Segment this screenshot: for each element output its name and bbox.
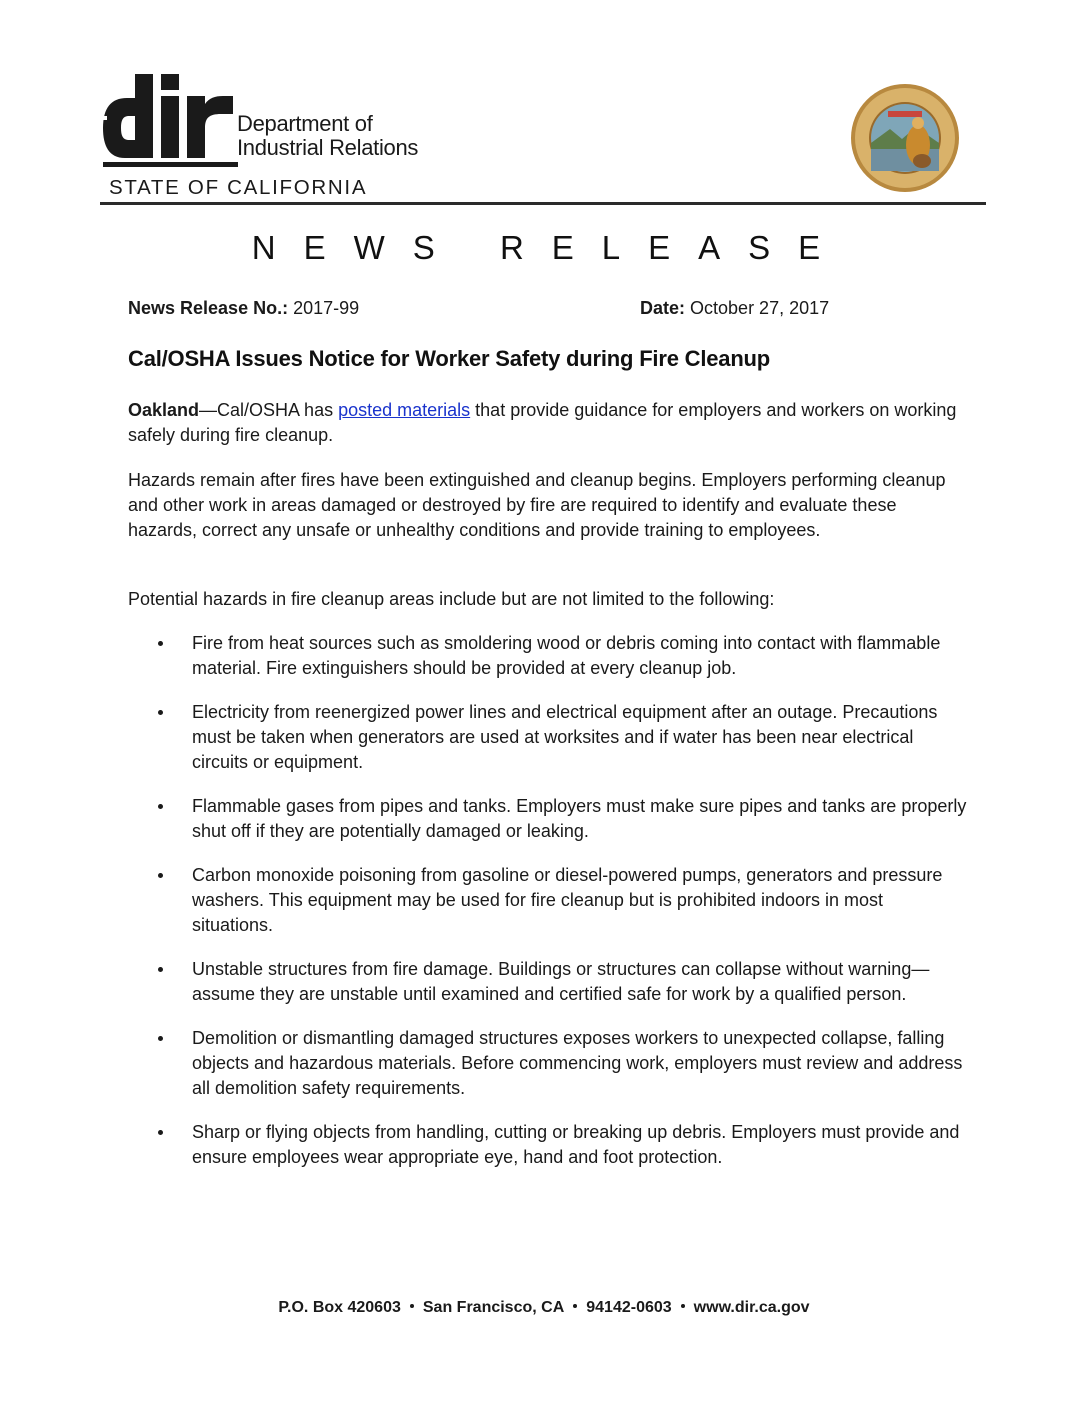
headline: Cal/OSHA Issues Notice for Worker Safety during Fire Cleanup	[128, 346, 771, 371]
paragraph-list-intro: Potential hazards in fire cleanup areas include but are not limited to the following:	[128, 589, 775, 609]
list-item-text: Sharp or flying objects from handling, cutting or breaking up debris. Employers must provide and ensure employees wear appropriate eye, hand and foot protection.	[192, 1122, 960, 1167]
list-item	[128, 1026, 968, 1101]
posted-materials-link[interactable]: posted materials	[338, 400, 471, 420]
list-item	[128, 631, 968, 681]
release-number-value: 2017-99	[293, 298, 360, 318]
california-state-seal-icon	[850, 83, 960, 193]
list-item	[128, 1120, 968, 1170]
list-item-text: Fire from heat sources such as smoldering wood or debris coming into contact with flammable material. Fire extinguishers should be provided at every cleanup job.	[192, 633, 941, 678]
list-item-text: Demolition or dismantling damaged structures exposes workers to unexpected collapse, falling objects and hazardous materials. Before commencing work, employers must review and address all demolition safety requirements.	[192, 1028, 963, 1098]
footer-city: San Francisco, CA	[422, 1299, 565, 1316]
logo-state-text: STATE OF CALIFORNIA	[109, 176, 368, 199]
logo-dept-line1: Department of	[237, 111, 373, 136]
bullet-icon	[158, 873, 163, 878]
list-item-text: Electricity from reenergized power lines and electrical equipment after an outage. Precautions must be taken when generators are used at worksites and if water has been near electrical circuits or equipment.	[192, 702, 938, 772]
release-date-value: October 27, 2017	[690, 298, 830, 318]
logo-department-name	[237, 112, 418, 160]
release-date-label: Date:	[640, 298, 686, 318]
news-release-title: NEWS RELEASE	[251, 229, 849, 266]
list-item-text: Unstable structures from fire damage. Buildings or structures can collapse without warning—assume they are unstable until examined and certified safe for work by a qualified person.	[192, 959, 930, 1004]
paragraph-hazards: Hazards remain after fires have been extinguished and cleanup begins. Employers performing cleanup and other work in areas damaged or destroyed by fire are required to identify and evaluate these hazards, correct any unsafe or unhealthy conditions and provide training to employees.	[128, 470, 946, 540]
list-item-text: Carbon monoxide poisoning from gasoline or diesel-powered pumps, generators and pressure washers. This equipment may be used for fire cleanup but is prohibited indoors in most situations.	[192, 865, 943, 935]
footer-zip: 94142-0603	[586, 1299, 672, 1316]
bullet-icon	[158, 1036, 163, 1041]
bullet-icon	[158, 804, 163, 809]
paragraph-intro	[128, 398, 968, 448]
release-number-label: News Release No.:	[128, 298, 289, 318]
release-date	[640, 298, 829, 319]
footer-pobox: P.O. Box 420603	[278, 1299, 401, 1316]
list-item	[128, 863, 968, 938]
intro-text-after-link: that provide guidance for employers and workers on working safely during fire cleanup.	[128, 400, 957, 445]
logo-dept-line2: Industrial Relations	[237, 135, 419, 160]
hazard-list	[128, 631, 968, 1189]
list-item	[128, 794, 968, 844]
release-number	[128, 298, 359, 319]
footer-separator-icon	[681, 1304, 685, 1308]
footer-separator-icon	[573, 1304, 577, 1308]
dir-logo-mark-icon	[103, 64, 238, 170]
bullet-icon	[158, 641, 163, 646]
list-item	[128, 700, 968, 775]
list-item	[128, 957, 968, 1007]
dir-logo	[103, 64, 423, 199]
dateline: Oakland	[128, 400, 200, 420]
list-item-text: Flammable gases from pipes and tanks. Employers must make sure pipes and tanks are properly shut off if they are potentially damaged or leaking.	[192, 796, 967, 841]
header-divider	[100, 202, 986, 205]
bullet-icon	[158, 1130, 163, 1135]
footer-separator-icon	[410, 1304, 414, 1308]
intro-text-before-link: —Cal/OSHA has	[199, 400, 339, 420]
bullet-icon	[158, 710, 163, 715]
bullet-icon	[158, 967, 163, 972]
footer-website: www.dir.ca.gov	[693, 1299, 810, 1316]
footer-address	[0, 1299, 1088, 1317]
